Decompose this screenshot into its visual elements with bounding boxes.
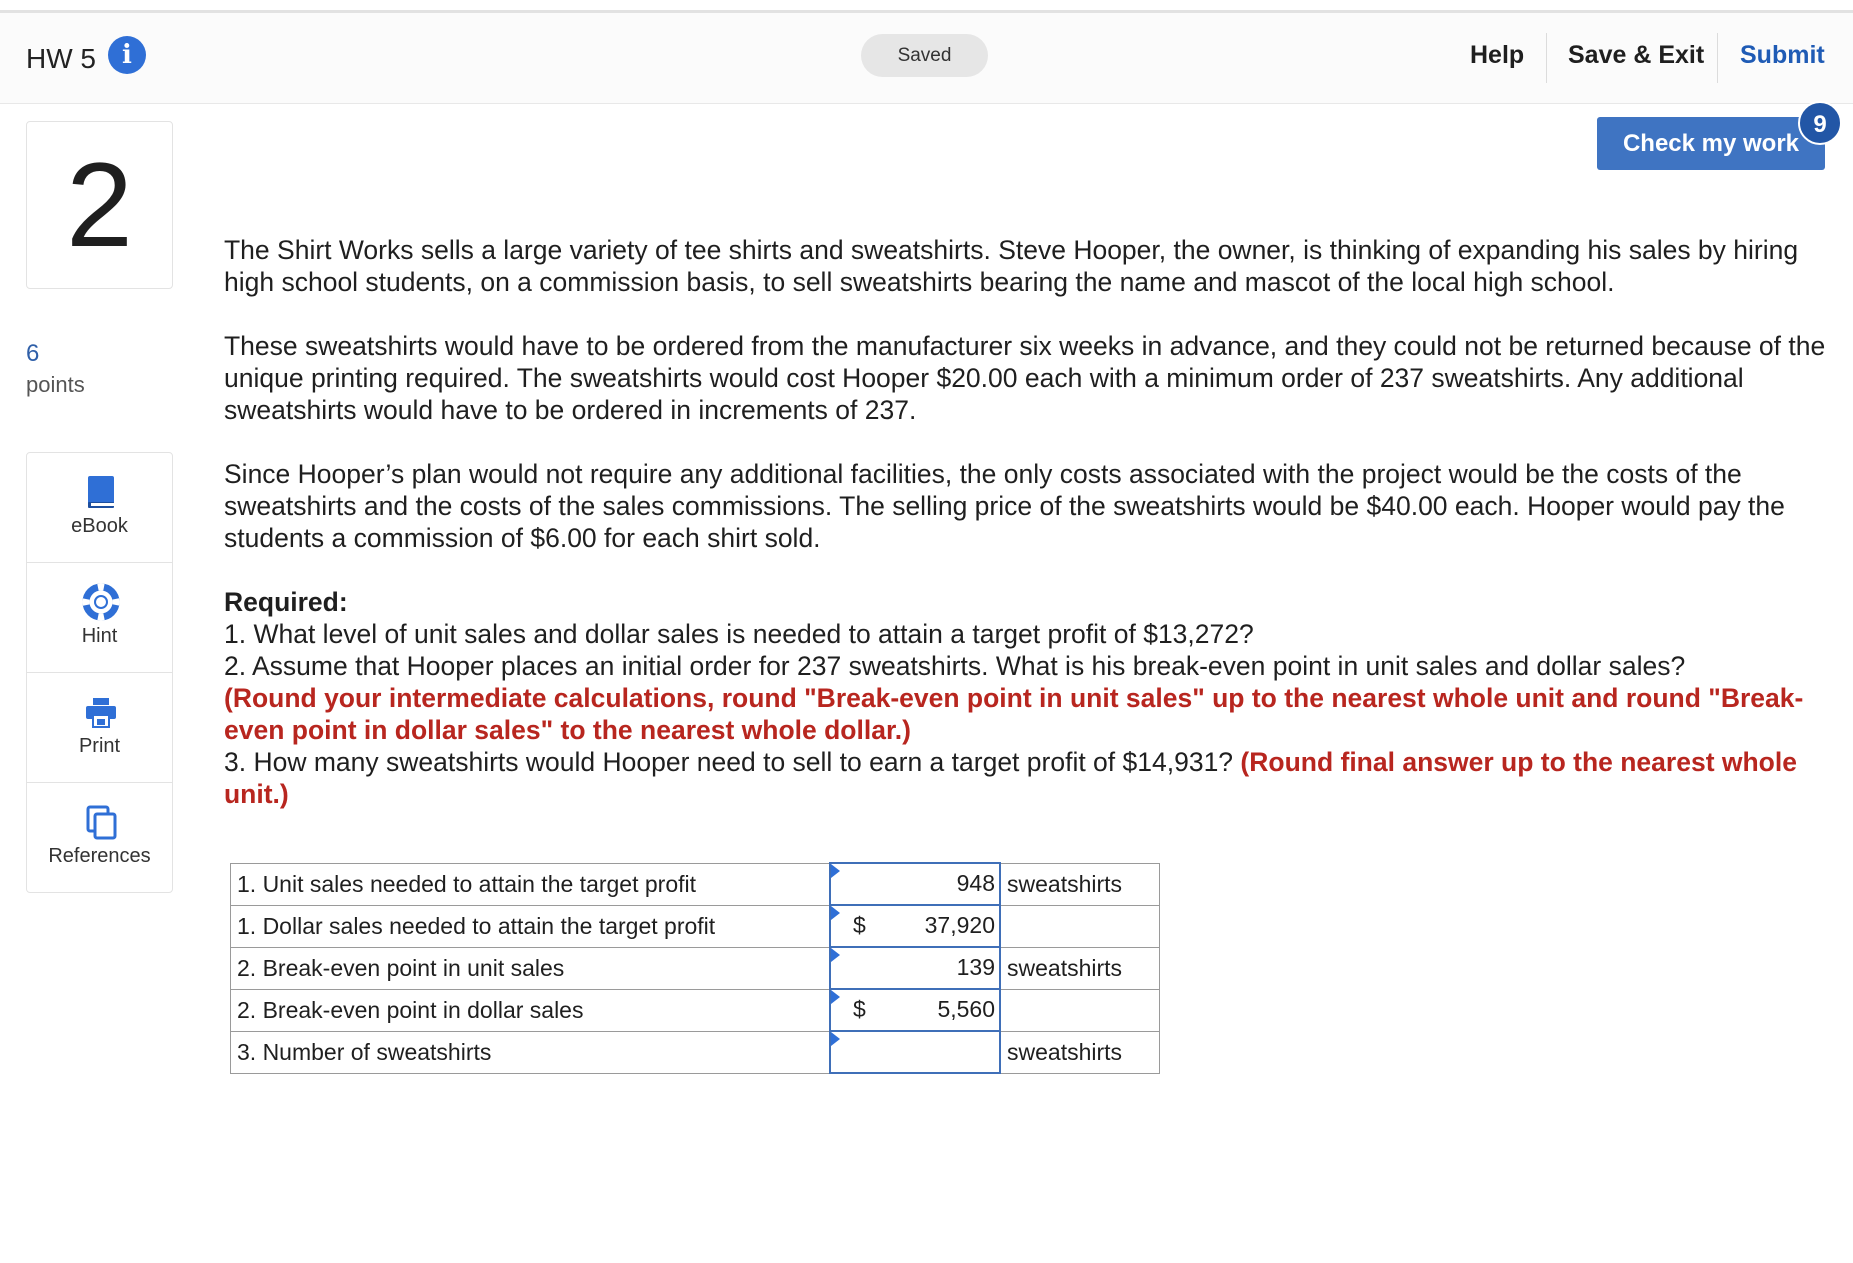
answer-label: 1. Dollar sales needed to attain the target profit <box>231 905 831 947</box>
answer-unit <box>1000 989 1160 1031</box>
references-tool-button[interactable] <box>27 783 172 892</box>
question-text <box>224 234 1834 810</box>
required-title: Required: <box>224 587 348 617</box>
answer-value[interactable]: 139 <box>956 954 995 980</box>
lifebuoy-icon <box>82 583 120 621</box>
table-row <box>231 989 1160 1031</box>
points-value: 6 <box>26 340 40 367</box>
header-divider <box>1546 33 1547 83</box>
answer-input[interactable] <box>830 1031 1000 1073</box>
currency-symbol: $ <box>853 912 866 938</box>
assignment-title: HW 5 <box>26 43 96 74</box>
answer-input-wrap[interactable] <box>831 864 999 904</box>
answer-label: 1. Unit sales needed to attain the target profit <box>231 863 831 905</box>
header-divider <box>1717 33 1718 83</box>
book-icon <box>82 473 120 511</box>
print-tool-button[interactable] <box>27 673 172 783</box>
requirement-3-note: (Round final answer up to the nearest whole unit.) <box>224 747 1797 809</box>
check-attempts-badge: 9 <box>1798 101 1842 145</box>
answer-unit: sweatshirts <box>1000 947 1160 989</box>
flag-icon <box>831 990 840 1004</box>
hint-label: Hint <box>81 625 118 647</box>
answer-input[interactable] <box>830 989 1000 1031</box>
saved-status-badge: Saved <box>861 34 988 77</box>
requirement-2-note: (Round your intermediate calculations, round "Break-even point in unit sales" up to the nearest whole unit and round "Break-even point in dollar sales" to the nearest whole dollar.) <box>224 683 1804 745</box>
points-label: points <box>26 372 85 397</box>
table-row <box>231 1031 1160 1073</box>
references-label: References <box>48 845 151 867</box>
info-icon[interactable]: i <box>108 36 146 74</box>
answer-unit: sweatshirts <box>1000 1031 1160 1073</box>
copy-icon <box>82 803 120 841</box>
requirement-2: 2. Assume that Hooper places an initial order for 237 sweatshirts. What is his break-even point in unit sales and dollar sales? <box>224 651 1686 681</box>
answer-input[interactable] <box>830 947 1000 989</box>
requirement-3-text: 3. How many sweatshirts would Hooper need to sell to earn a target profit of $14,931? <box>224 747 1234 777</box>
check-my-work-button[interactable]: Check my work <box>1597 117 1825 170</box>
currency-symbol: $ <box>853 996 866 1022</box>
answer-unit: sweatshirts <box>1000 863 1160 905</box>
hint-tool-button[interactable] <box>27 563 172 673</box>
answer-unit <box>1000 905 1160 947</box>
tools-panel <box>26 452 173 893</box>
submit-link[interactable]: Submit <box>1740 41 1825 69</box>
help-link[interactable]: Help <box>1470 41 1525 69</box>
requirement-3 <box>224 746 1834 810</box>
table-row <box>231 863 1160 905</box>
answer-label: 2. Break-even point in dollar sales <box>231 989 831 1031</box>
answer-input-wrap[interactable] <box>831 948 999 988</box>
answer-label: 2. Break-even point in unit sales <box>231 947 831 989</box>
question-paragraph: Since Hooper’s plan would not require any additional facilities, the only costs associated with the project would be the costs of the sweatshirts and the costs of the sales commissions. The selling price of the sweatshirts would be $40.00 each. Hooper would pay the students a commission of $6.00 for each shirt sold. <box>224 459 1785 553</box>
question-number: 2 <box>26 121 173 289</box>
answer-table <box>230 862 1160 1074</box>
answer-input[interactable] <box>830 863 1000 905</box>
flag-icon <box>831 1032 840 1046</box>
ebook-label: eBook <box>71 515 128 537</box>
assignment-header <box>0 13 1853 104</box>
save-exit-link[interactable]: Save & Exit <box>1568 41 1705 69</box>
required-section <box>224 586 1834 810</box>
answer-input-wrap[interactable] <box>831 906 999 946</box>
answer-input-wrap[interactable] <box>831 1032 999 1072</box>
flag-icon <box>831 864 840 878</box>
answer-value[interactable]: 37,920 <box>924 912 995 938</box>
flag-icon <box>831 906 840 920</box>
table-row <box>231 905 1160 947</box>
question-paragraph: These sweatshirts would have to be ordered from the manufacturer six weeks in advance, and they could not be returned because of the unique printing required. The sweatshirts would cost Hooper $20.00 each with a minimum order of 237 sweatshirts. Any additional sweatshirts would have to be ordered in increments of 237. <box>224 331 1826 425</box>
answer-input-wrap[interactable] <box>831 990 999 1030</box>
table-row <box>231 947 1160 989</box>
answer-value[interactable]: 948 <box>956 870 995 896</box>
answer-input[interactable] <box>830 905 1000 947</box>
requirement-1: 1. What level of unit sales and dollar sales is needed to attain a target profit of $13,272? <box>224 619 1254 649</box>
question-paragraph: The Shirt Works sells a large variety of tee shirts and sweatshirts. Steve Hooper, the owner, is thinking of expanding his sales by hiring high school students, on a commission basis, to sell sweatshirts bearing the name and mascot of the local high school. <box>224 235 1799 297</box>
answer-value[interactable]: 5,560 <box>937 996 995 1022</box>
printer-icon <box>82 693 120 731</box>
flag-icon <box>831 948 840 962</box>
answer-label: 3. Number of sweatshirts <box>231 1031 831 1073</box>
print-label: Print <box>78 735 121 757</box>
ebook-tool-button[interactable] <box>27 453 172 563</box>
